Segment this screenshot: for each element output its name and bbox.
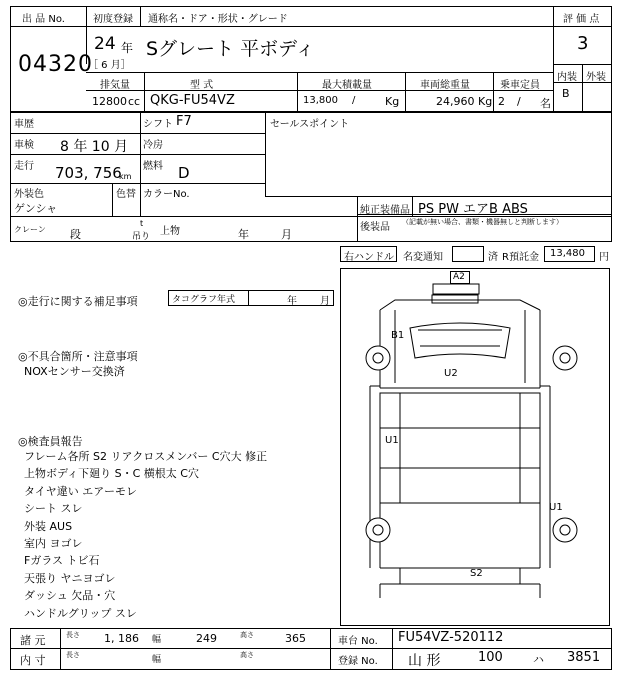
gross-weight-label: 車両総重量 [420, 80, 470, 91]
reg-year-unit: 年 [121, 41, 134, 55]
displacement-value: 12800 [92, 95, 127, 108]
interior-length-label: 長さ [66, 651, 80, 659]
reg-number: 3851 [567, 650, 601, 665]
report-line: 上物ボディ下廻り S・C 横根太 C穴 [24, 467, 199, 481]
mileage-label: 走行 [14, 161, 34, 172]
model-label: 型 式 [190, 80, 214, 91]
fuel-value: D [178, 164, 190, 182]
handle-value: 右ハンドル [344, 252, 394, 263]
lot-label: 出 品 No. [22, 14, 65, 25]
interior-width-label: 幅 [152, 655, 162, 665]
history-label: 車歴 [14, 119, 34, 130]
displacement-unit: cc [128, 95, 141, 108]
reg-label: 登録 No. [338, 656, 378, 667]
score-value: 3 [577, 33, 589, 54]
deposit-label: R預託金 [502, 252, 539, 263]
inspection-value: 8 年 10 月 [60, 139, 129, 155]
color-code-label: カラーNo. [143, 189, 190, 200]
report-line: 外装 AUS [24, 519, 73, 533]
capacity-label: 乗車定員 [500, 80, 540, 91]
inspection-label: 車検 [14, 140, 34, 151]
ac-label: 冷房 [143, 140, 163, 151]
mileage-unit: km [119, 172, 132, 181]
upper-month: 月 [281, 228, 292, 241]
capacity-unit: 名 [540, 97, 551, 110]
color-label: 外装色 [14, 189, 44, 200]
aftermarket-note: （記載が無い場合、書類・機器無しと判断します） [402, 218, 563, 226]
report-line: Fガラス トビ石 [24, 554, 100, 568]
length-value: 1, 186 [104, 632, 139, 645]
reg-class: 100 [478, 650, 503, 665]
driving-label: ◎走行に関する補足事項 [18, 295, 138, 308]
max-load-label: 最大積載量 [322, 80, 372, 91]
reg-pref: 山 形 [408, 653, 441, 669]
interior-label: 内装 [557, 72, 577, 83]
interior-height-label: 高さ [240, 651, 254, 659]
dims-label: 諸 元 [20, 634, 46, 647]
max-load-value: 13,800 [303, 95, 338, 106]
defect-1: NOXセンサー交換済 [24, 365, 125, 378]
mileage-value: 703, 756 [55, 164, 122, 182]
reg-kana: ハ [533, 653, 544, 666]
report-line: 室内 ヨゴレ [24, 537, 83, 551]
footer-block [10, 628, 612, 670]
shift-label: シフト [143, 119, 173, 130]
report-line: ハンドルグリップ スレ [24, 606, 137, 620]
crane-stage: 段 [70, 228, 81, 241]
score-label: 評 価 点 [563, 14, 600, 25]
inspector-label: ◎検査員報告 [18, 435, 83, 448]
capacity-value: 2 [498, 95, 505, 108]
damage-s2: S2 [470, 568, 483, 579]
report-line: 天張り ヤニヨゴレ [24, 571, 116, 585]
deposit-value: 13,480 [550, 248, 585, 259]
width-label: 幅 [152, 635, 162, 645]
equipment-label: 純正装備品 [360, 205, 410, 216]
sales-point-label: セールスポイント [270, 119, 350, 130]
length-label: 長さ [66, 631, 80, 639]
color-value: ゲンシャ [14, 202, 58, 215]
gross-weight-value: 24,960 [436, 95, 475, 108]
tachograph-label: タコグラフ年式 [172, 295, 236, 305]
chassis-label: 車台 No. [338, 636, 378, 647]
height-label: 高さ [240, 631, 254, 639]
fuel-label: 燃料 [143, 161, 163, 172]
tachograph-month: 月 [320, 296, 330, 307]
tachograph-year: 年 [287, 296, 297, 307]
grade-label: 通称名・ドア・形状・グレード [148, 14, 288, 25]
shift-value: F7 [176, 114, 192, 129]
name-change-status: 済 [488, 252, 498, 263]
damage-a2: A2 [453, 272, 465, 282]
inspector-report-list [24, 448, 267, 622]
deposit-unit: 円 [599, 252, 609, 263]
report-line: フレーム各所 S2 リアクロスメンバー C穴大 修正 [24, 450, 268, 463]
damage-u1-right: U1 [549, 502, 563, 513]
crane-label: クレーン [14, 225, 46, 234]
defects-label: ◎不具合箇所・注意事項 [18, 350, 138, 363]
color-no-label: 色替 [116, 189, 136, 200]
reg-month: ［ 6 月］ [88, 60, 131, 71]
equipment-value: PS PW エアB ABS [418, 202, 528, 217]
width-value: 249 [196, 632, 217, 645]
first-reg-label: 初度登録 [93, 14, 133, 25]
upper-label: 上物 [160, 226, 180, 237]
gross-weight-unit: Kg [478, 95, 493, 108]
chassis-value: FU54VZ-520112 [398, 630, 504, 645]
height-value: 365 [285, 632, 306, 645]
damage-u1-left: U1 [385, 435, 399, 446]
model-code: QKG-FU54VZ [150, 93, 235, 108]
crane-ton-top: t [140, 219, 144, 228]
max-load-unit: Kg [385, 95, 400, 108]
lot-number: 04320 [18, 52, 93, 77]
reg-year: 24 [94, 34, 116, 54]
upper-year: 年 [238, 228, 249, 241]
displacement-label: 排気量 [100, 80, 130, 91]
exterior-label: 外装 [586, 72, 606, 83]
aftermarket-label: 後装品 [360, 222, 390, 233]
name-change-label: 名変通知 [403, 252, 443, 263]
interior-dims-label: 内 寸 [20, 654, 46, 667]
damage-b1: B1 [391, 330, 405, 341]
crane-ton: 吊り [132, 232, 151, 242]
report-line: タイヤ違い エアーモレ [24, 484, 137, 498]
grade-value: Sグレート 平ボディ [146, 38, 315, 60]
report-line: シート スレ [24, 502, 83, 516]
damage-u2: U2 [444, 368, 458, 379]
interior-grade: B [562, 87, 570, 100]
report-line: ダッシュ 欠品・穴 [24, 589, 116, 603]
